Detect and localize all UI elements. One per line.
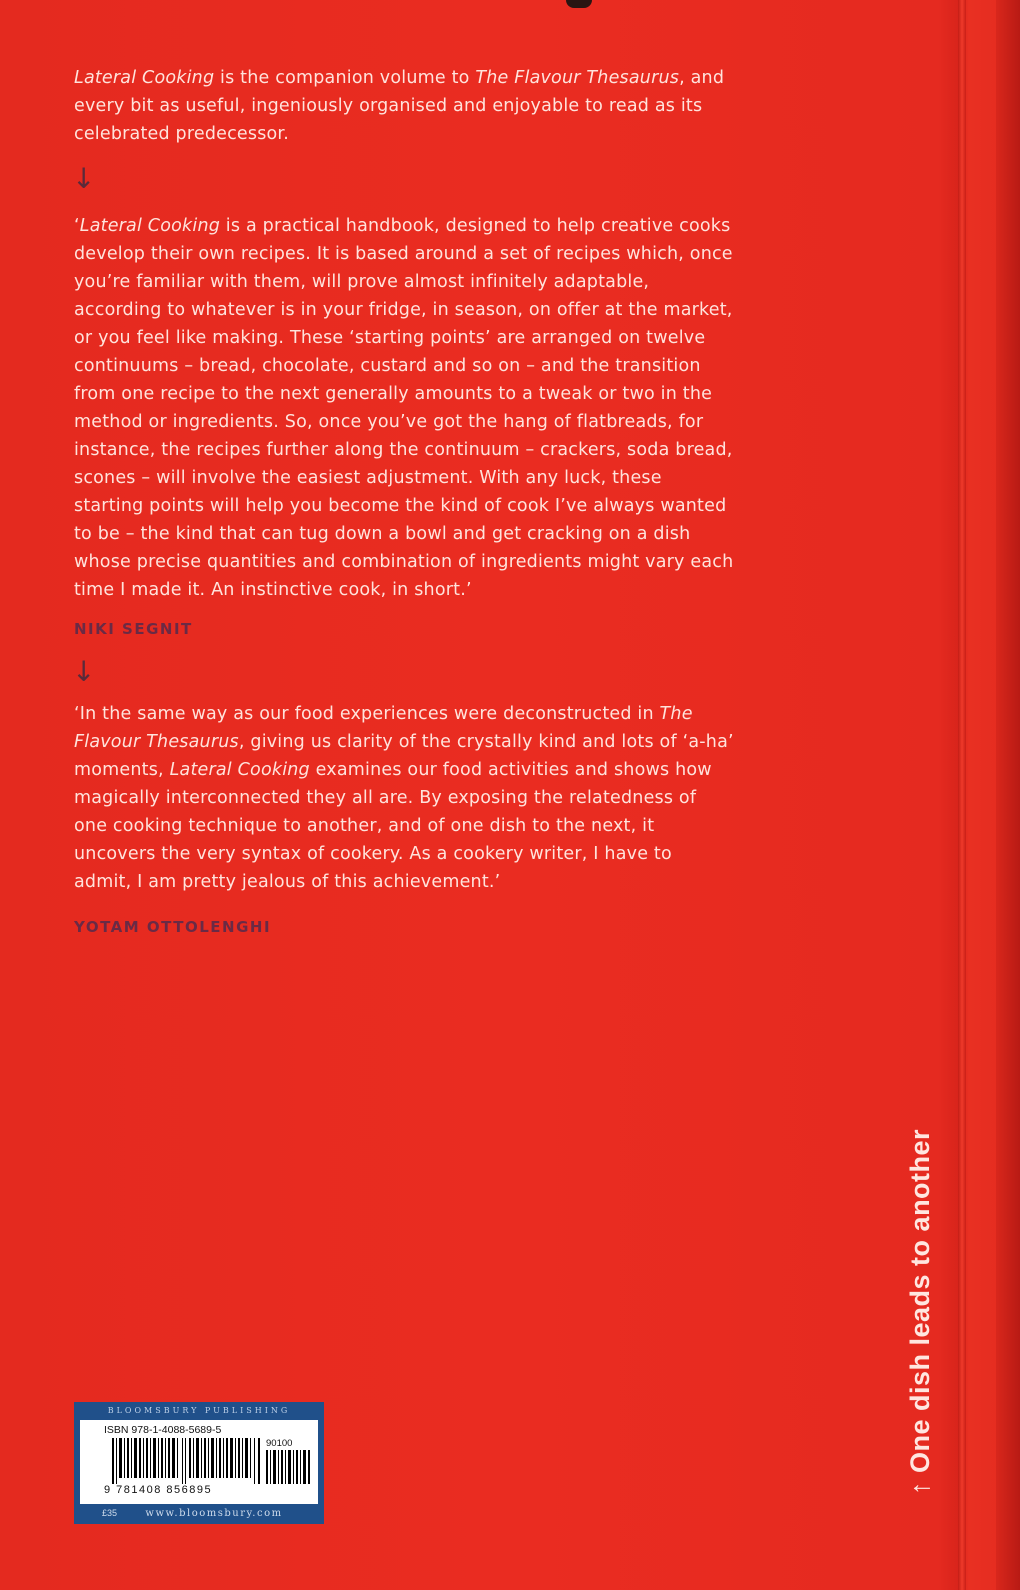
isbn-text: ISBN 978-1-4088-5689-5 — [104, 1424, 222, 1436]
barcode-panel — [74, 1402, 324, 1524]
quote2-title2: Lateral Cooking — [169, 760, 310, 780]
spine-edge — [996, 0, 1020, 1590]
intro-paragraph — [74, 64, 734, 148]
publisher-name: BLOOMSBURY PUBLISHING — [107, 1406, 291, 1415]
price: £35 — [102, 1508, 118, 1518]
barcode-label — [80, 1420, 318, 1504]
top-notch — [566, 0, 592, 8]
quote-ottolenghi — [74, 700, 734, 896]
addon-barcode-icon — [266, 1450, 312, 1484]
author-segnit: NIKI SEGNIT — [74, 620, 193, 638]
author-ottolenghi: YOTAM OTTOLENGHI — [74, 918, 272, 936]
barcode-addon: 90100 — [266, 1438, 293, 1449]
quote1-text: is a practical handbook, designed to help creative cooks develop their own recipes. It is based around a set of recipes which, once you’re familiar with them, will prove almost infinitely adaptable, according to whatever is in your fridge, in season, on offer at the market, or you feel like making. These ‘starting points’ are arranged on twelve continuums – bread, chocolate, custard and so on – and the transition from one recipe to the next generally amounts to a tweak or two in the method or ingredients. So, once you’ve got the hang of flatbreads, for instance, the recipes further along the continuum – crackers, soda bread, scones – will involve the easiest adjustment. With any luck, these starting points will help you become the kind of cook I’ve always wanted to be – the kind that can tug down a bowl and get cracking on a dish whose precise quantities and combination of ingredients might vary each time I made it. An instinctive cook, in short.’ — [74, 216, 734, 600]
quote2-part2: , giving us clarity of the crystally kind and lots of ‘a-ha’ moments, — [74, 732, 734, 780]
intro-title-1: Lateral Cooking — [74, 68, 215, 88]
spine-fold — [958, 0, 966, 1590]
down-arrow-icon: ↓ — [72, 162, 96, 195]
down-arrow-icon-2: ↓ — [72, 655, 96, 688]
spine-tagline: ↑ One dish leads to another — [905, 1128, 935, 1495]
publisher-url: www.bloomsbury.com — [145, 1508, 283, 1519]
quote-segnit — [74, 212, 734, 604]
quote1-title: Lateral Cooking — [79, 216, 221, 236]
quote2-title1: The Flavour Thesaurus — [74, 704, 693, 752]
ean-digits: 9 781408 856895 — [104, 1484, 213, 1496]
quote2-part3: examines our food activities and shows how magically interconnected they all are. By exposing the relatedness of one cooking technique to another, and of one dish to the next, it uncovers the very syntax of cookery. As a cookery writer, I have to admit, I am pretty jealous of this achievement.’ — [74, 760, 712, 892]
quote1-open: ‘ — [74, 216, 80, 236]
barcode-icon — [112, 1438, 262, 1484]
intro-mid: is the companion volume to — [214, 68, 476, 88]
intro-title-2: The Flavour Thesaurus — [475, 68, 680, 88]
intro-rest: , and every bit as useful, ingeniously organised and enjoyable to read as its celebrated predecessor. — [74, 68, 725, 144]
quote2-part1: ‘In the same way as our food experiences were deconstructed in — [74, 704, 660, 724]
